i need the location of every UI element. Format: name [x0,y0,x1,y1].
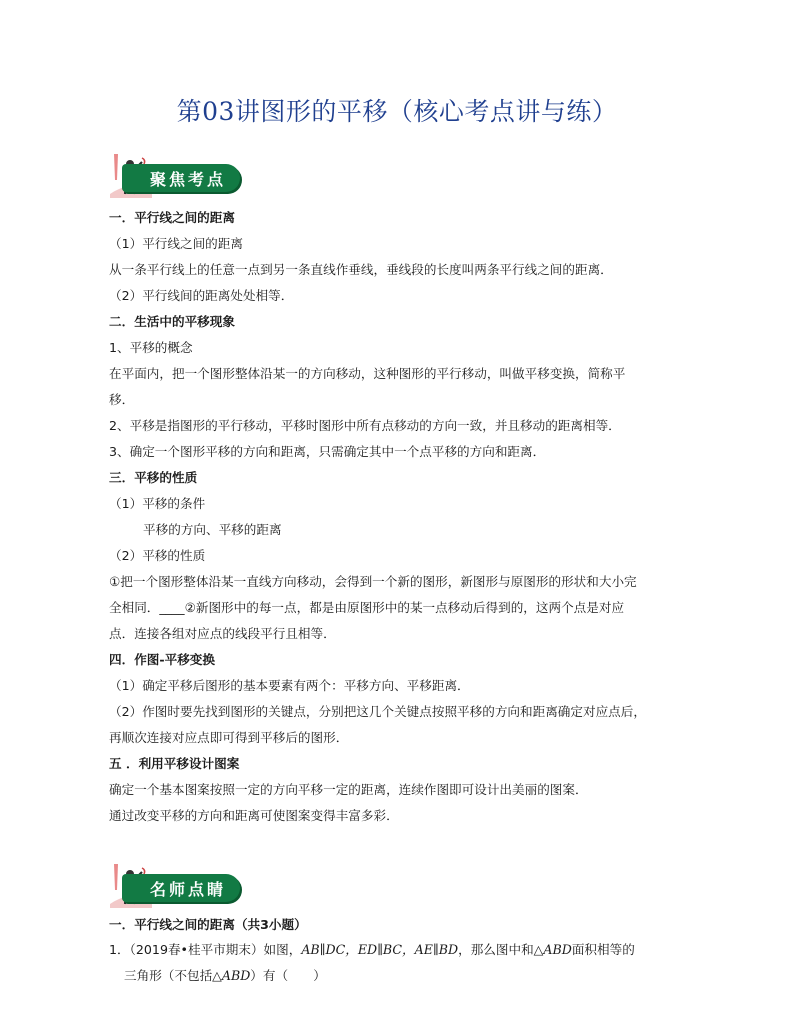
text-line: （1）确定平移后图形的基本要素有两个：平移方向、平移距离． [109,678,470,693]
text-line: 通过改变平移的方向和距离可使图案变得丰富多彩． [109,808,399,823]
question-1-line-2 [124,968,326,984]
q1-triangle: ABD [543,942,572,957]
section-heading: 一．平行线之间的距离（共3小题） [109,917,307,932]
text-line: 确定一个基本图案按照一定的方向平移一定的距离，连续作图即可设计出美丽的图案． [109,782,588,797]
q1-triangle-2: ABD [221,968,251,983]
text-line: 1、平移的概念 [109,340,193,355]
text-line: 在平面内，把一个图形整体沿某一的方向移动，这种图形的平行移动，叫做平移变换，简称平 [109,366,626,381]
q1-mid: ，那么图中和△ [458,942,544,957]
focus-banner [104,150,244,200]
section-heading: 五 ．利用平移设计图案 [109,756,240,771]
focus-banner-label: 聚焦考点 [150,170,227,189]
q1-line2-end: ）有（ ） [250,968,326,983]
text-line: 全相同．____②新图形中的每一点，都是由原图形中的某一点移动后得到的，这两个点是对应 [109,600,625,615]
text-line: （2）平行线间的距离处处相等． [109,288,294,303]
page-title: 第03讲图形的平移（核心考点讲与练） [176,97,618,126]
q1-prefix: 1．（2019春•桂平市期末）如图， [109,942,302,957]
teacher-banner-label: 名师点睛 [150,880,227,899]
question-1-line-1 [109,942,635,958]
text-line: （1）平行线之间的距离 [109,236,243,251]
text-line: 2、平移是指图形的平行移动，平移时图形中所有点移动的方向一致，并且移动的距离相等． [109,418,621,433]
text-line: （2）作图时要先找到图形的关键点，分别把这几个关键点按照平移的方向和距离确定对应点后， [109,704,646,719]
section-heading: 三．平移的性质 [109,470,198,485]
text-line: （1）平移的条件 [109,496,206,511]
text-line: 再顺次连接对应点即可得到平移后的图形． [109,730,349,745]
q1-math: AB∥DC，ED∥BC，AE∥BD [301,942,459,957]
teacher-banner [104,860,244,910]
q1-suffix: 面积相等的 [571,942,635,957]
text-line: 移． [109,392,135,407]
text-line: ①把一个图形整体沿某一直线方向移动，会得到一个新的图形，新图形与原图形的形状和大小完 [109,574,637,589]
section-heading: 一．平行线之间的距离 [109,210,235,225]
text-line: （2）平移的性质 [109,548,206,563]
section-heading: 二．生活中的平移现象 [109,314,235,329]
text-line: 平移的方向、平移的距离 [143,522,282,537]
text-line: 点．连接各组对应点的线段平行且相等． [109,626,336,641]
q1-line2: 三角形（不包括△ [124,968,222,983]
text-line: 3、确定一个图形平移的方向和距离，只需确定其中一个点平移的方向和距离． [109,444,546,459]
text-line: 从一条平行线上的任意一点到另一条直线作垂线，垂线段的长度叫两条平行线之间的距离． [109,262,613,277]
section-heading: 四．作图-平移变换 [109,652,215,667]
